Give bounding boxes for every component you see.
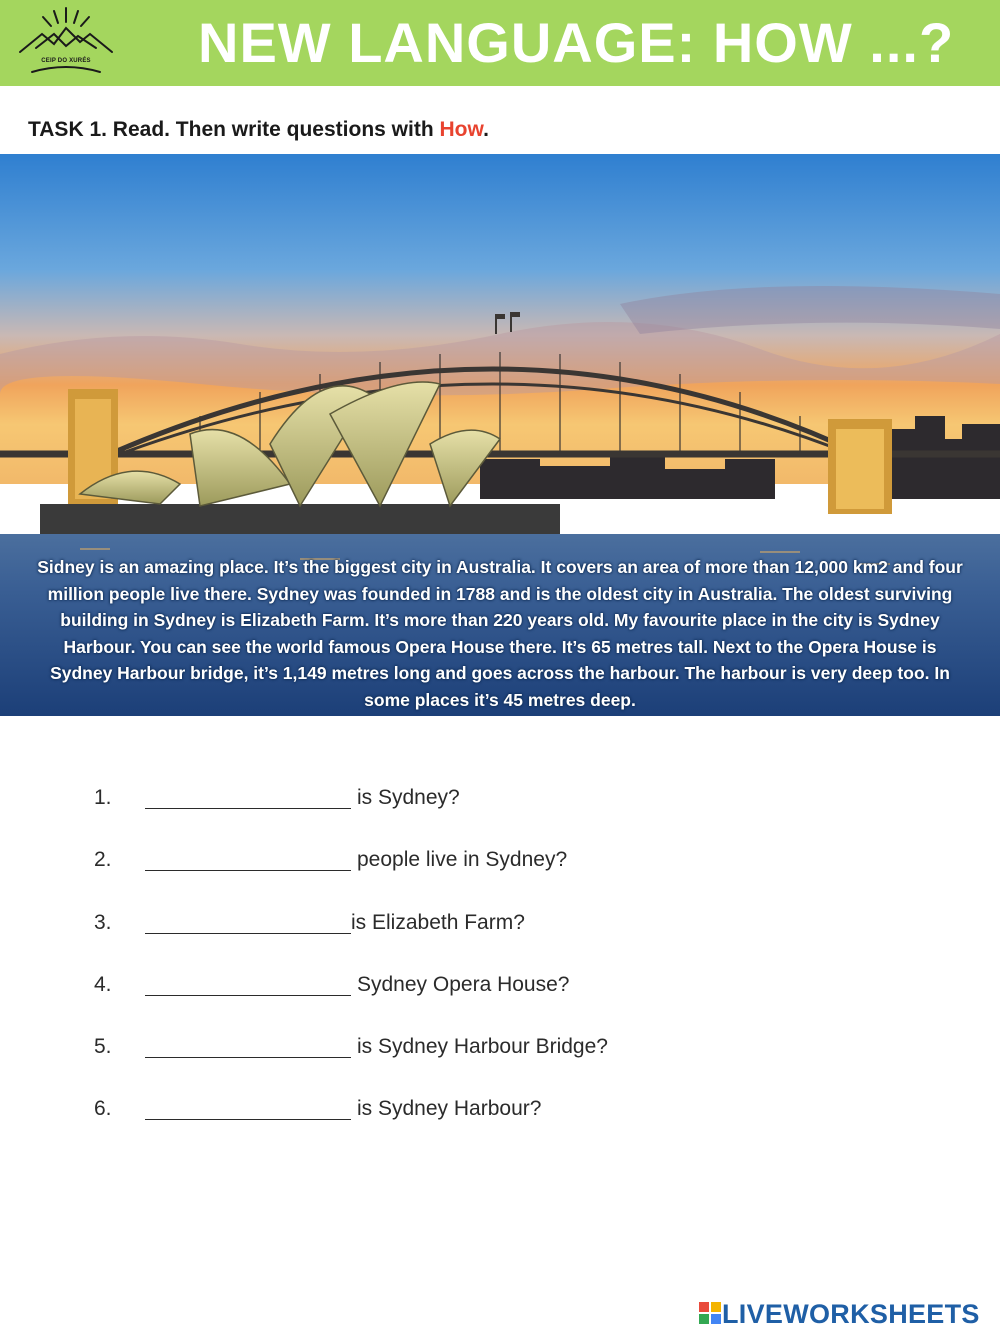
question-number: 6. (94, 1097, 112, 1121)
liveworksheets-brand[interactable] (698, 1299, 998, 1329)
page-title: NEW LANGUAGE: HOW ...? (198, 11, 955, 74)
question-item (94, 907, 894, 969)
answer-blank[interactable] (145, 808, 351, 809)
question-text: Sydney Opera House? (357, 972, 570, 996)
question-text: is Sydney Harbour? (357, 1097, 542, 1121)
task-instruction (28, 118, 489, 142)
question-list (94, 782, 894, 1156)
question-item (94, 1031, 894, 1093)
question-item (94, 969, 894, 1031)
question-text: is Sydney Harbour Bridge? (357, 1035, 608, 1059)
task-prefix: TASK 1. Read. Then write questions with (28, 118, 440, 141)
school-logo-icon (14, 4, 118, 84)
task-keyword: How (439, 118, 484, 141)
question-item (94, 1093, 894, 1155)
reading-passage: Sidney is an amazing place. It’s the biggest city in Australia. It covers an area of more than 12,000 km2 and four million people live there. Sydney was founded in 1788 and is the oldest city in Australia. The oldest surviving building in Sydney is Elizabeth Farm. It’s more than 220 years old. My favourite place in the city is Sydney Harbour. You can see the world famous Opera House there. It’s 65 metres tall. Next to the Opera House is Sydney Harbour bridge, it’s 1,149 metres long and goes across the harbour. The harbour is very deep too. In some places it’s 45 metres deep. (37, 557, 963, 710)
question-number: 5. (94, 1035, 112, 1059)
answer-blank[interactable] (145, 933, 351, 934)
question-text: people live in Sydney? (357, 848, 568, 872)
question-number: 4. (94, 972, 112, 996)
question-item (94, 844, 894, 906)
answer-blank[interactable] (145, 1057, 351, 1058)
question-number: 2. (94, 848, 112, 872)
liveworksheets-logo-icon (698, 1301, 722, 1325)
question-number: 3. (94, 910, 112, 934)
question-text: is Elizabeth Farm? (351, 910, 525, 934)
question-text: is Sydney? (357, 786, 460, 809)
answer-blank[interactable] (145, 1119, 351, 1120)
logo-caption: CEIP DO XURÉS (41, 58, 91, 64)
question-number: 1. (94, 786, 112, 809)
answer-blank[interactable] (145, 995, 351, 996)
header-band (0, 0, 1000, 86)
liveworksheets-wordmark: LIVEWORKSHEETS (722, 1299, 980, 1329)
task-suffix: . (483, 118, 489, 141)
question-item (94, 782, 894, 844)
answer-blank[interactable] (145, 870, 351, 871)
